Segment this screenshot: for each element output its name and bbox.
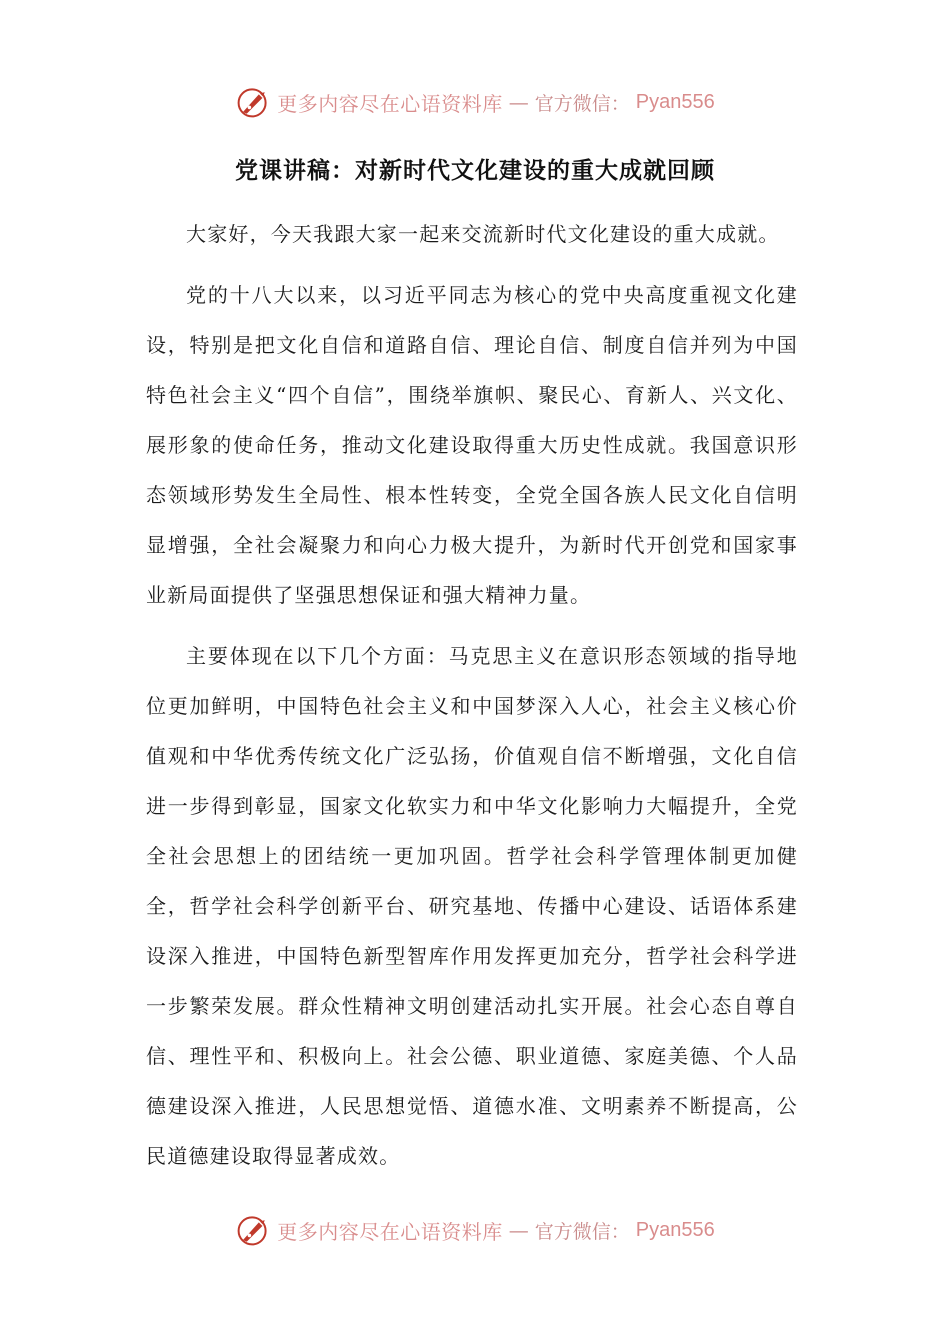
paragraph-overview: 党的十八大以来，以习近平同志为核心的党中央高度重视文化建设，特别是把文化自信和道路自信、理论自信、制度自信并列为中国特色社会主义“四个自信”，围绕举旗帜、聚民心、育新人、兴文化、展形象的使命任务，推动文化建设取得重大历史性成就。我国意识形态领域形势发生全局性、根本性转变，全党全国各族人民文化自信明显增强，全社会凝聚力和向心力极大提升，为新时代开创党和国家事业新局面提供了坚强思想保证和强大精神力量。 <box>146 283 798 607</box>
pen-nib-logo-icon <box>235 84 271 120</box>
paragraph-achievements: 主要体现在以下几个方面：马克思主义在意识形态领域的指导地位更加鲜明，中国特色社会主义和中国梦深入人心，社会主义核心价值观和中华优秀传统文化广泛弘扬，价值观自信不断增强，文化自信进一步得到彰显，国家文化软实力和中华文化影响力大幅提升，全党全社会思想上的团结统一更加巩固。哲学社会科学管理体制更加健全，哲学社会科学创新平台、研究基地、传播中心建设、话语体系建设深入推进，中国特色新型智库作用发挥更加充分，哲学社会科学进一步繁荣发展。群众性精神文明创建活动扎实开展。社会心态自尊自信、理性平和、积极向上。社会公德、职业道德、家庭美德、个人品德建设深入推进，人民思想觉悟、道德水准、文明素养不断提高，公民道德建设取得显著成效。 <box>146 644 798 1168</box>
document-body <box>146 209 798 1192</box>
document-title: 党课讲稿：对新时代文化建设的重大成就回顾 <box>235 158 715 184</box>
footer-banner <box>0 1210 950 1250</box>
banner-wechat-id: Pyan556 <box>635 1218 715 1241</box>
paragraph-greeting: 大家好，今天我跟大家一起来交流新时代文化建设的重大成就。 <box>186 222 780 246</box>
pen-nib-logo-icon <box>235 1212 271 1248</box>
banner-separator: — <box>508 90 529 114</box>
banner-site-text: 更多内容尽在心语资料库 <box>277 91 503 116</box>
banner-site-text: 更多内容尽在心语资料库 <box>277 1219 503 1244</box>
banner-wechat-id: Pyan556 <box>635 90 715 113</box>
header-banner <box>0 82 950 122</box>
banner-wechat-label: 官方微信： <box>534 1220 630 1243</box>
banner-wechat-label: 官方微信： <box>534 92 630 115</box>
banner-separator: — <box>508 1218 529 1242</box>
